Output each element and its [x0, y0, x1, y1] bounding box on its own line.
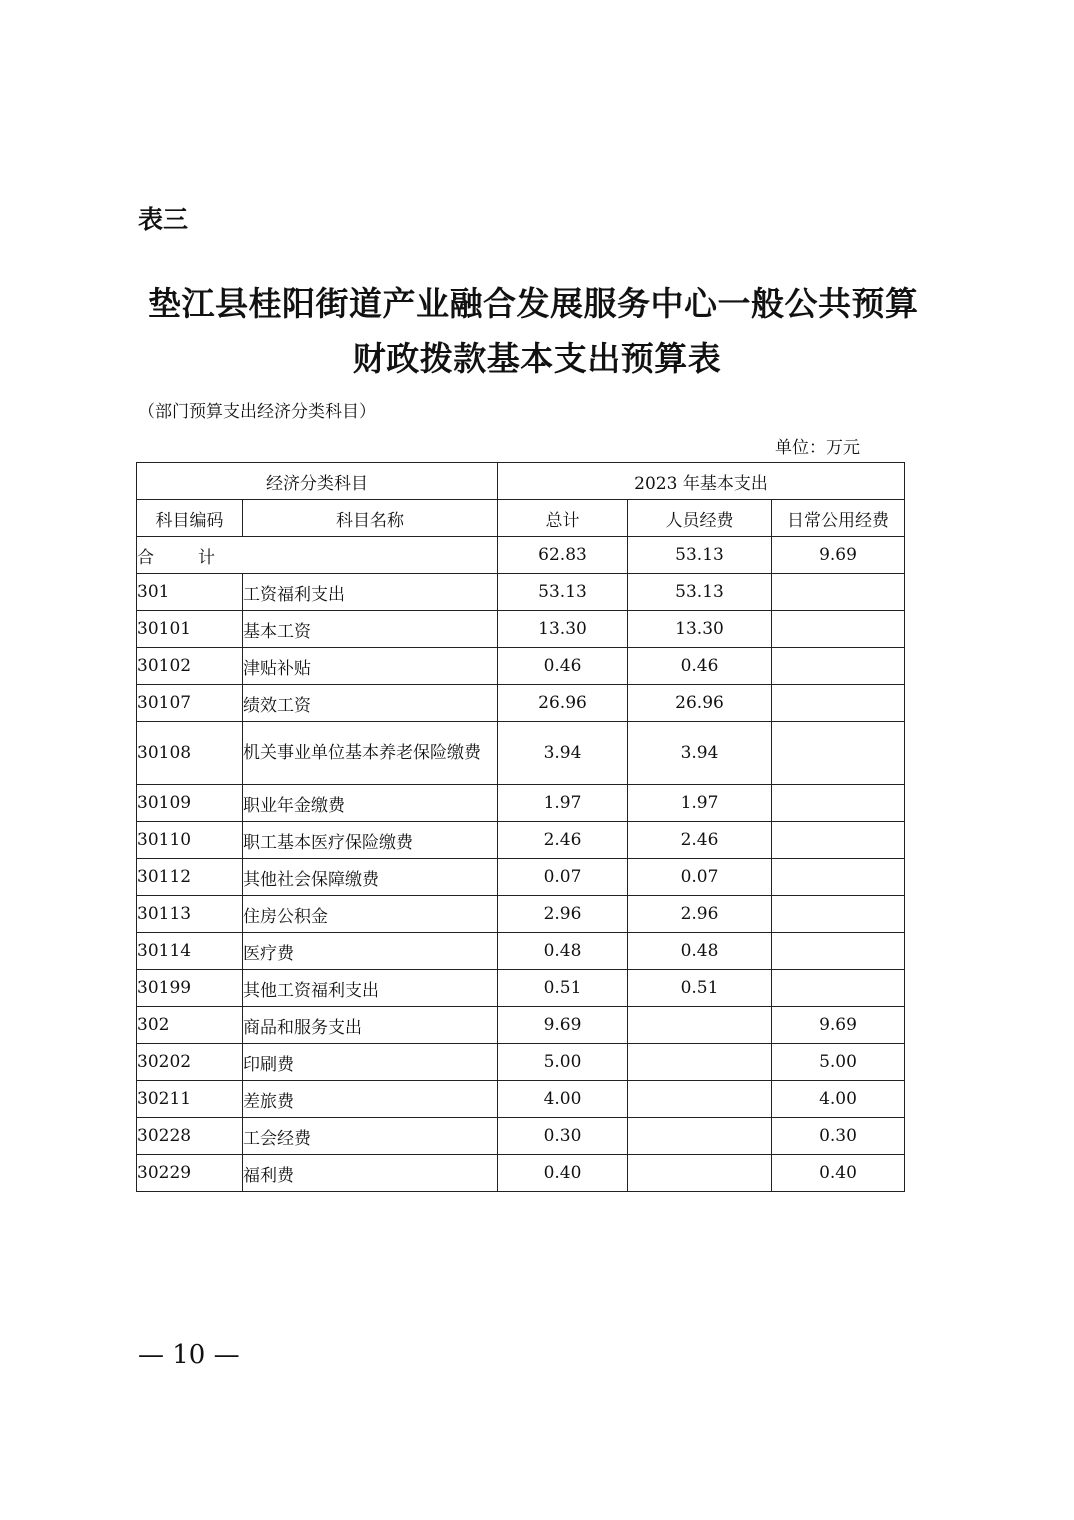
cell-total: 0.30 — [498, 1118, 628, 1155]
table-row — [137, 859, 905, 896]
cell-public — [772, 648, 905, 685]
table-row — [137, 1118, 905, 1155]
total-public: 9.69 — [772, 537, 905, 574]
cell-total: 5.00 — [498, 1044, 628, 1081]
cell-public — [772, 896, 905, 933]
cell-name: 工资福利支出 — [243, 574, 498, 611]
cell-code: 30202 — [137, 1044, 243, 1081]
cell-public — [772, 722, 905, 785]
cell-personnel: 2.96 — [628, 896, 772, 933]
table-label: 表三 — [138, 205, 189, 234]
table-row — [137, 1155, 905, 1192]
cell-code: 30112 — [137, 859, 243, 896]
cell-name: 商品和服务支出 — [243, 1007, 498, 1044]
cell-code: 30110 — [137, 822, 243, 859]
table-row — [137, 1007, 905, 1044]
cell-personnel — [628, 1118, 772, 1155]
cell-personnel: 0.48 — [628, 933, 772, 970]
total-personnel: 53.13 — [628, 537, 772, 574]
cell-personnel — [628, 1081, 772, 1118]
cell-code: 30228 — [137, 1118, 243, 1155]
cell-total: 3.94 — [498, 722, 628, 785]
table-row — [137, 822, 905, 859]
cell-total: 13.30 — [498, 611, 628, 648]
table-row — [137, 722, 905, 785]
header-public: 日常公用经费 — [772, 500, 905, 537]
cell-personnel: 2.46 — [628, 822, 772, 859]
cell-public — [772, 785, 905, 822]
cell-code: 30229 — [137, 1155, 243, 1192]
total-label-a: 合 — [137, 547, 154, 568]
cell-total: 2.96 — [498, 896, 628, 933]
cell-name: 其他工资福利支出 — [243, 970, 498, 1007]
cell-name: 住房公积金 — [243, 896, 498, 933]
page-title-line-1: 垫江县桂阳街道产业融合发展服务中心一般公共预算 — [148, 284, 919, 323]
cell-total: 26.96 — [498, 685, 628, 722]
page-title-line-2: 财政拨款基本支出预算表 — [352, 339, 722, 378]
cell-public — [772, 611, 905, 648]
table-row — [137, 896, 905, 933]
cell-personnel: 26.96 — [628, 685, 772, 722]
header-total: 总计 — [498, 500, 628, 537]
cell-personnel: 13.30 — [628, 611, 772, 648]
cell-code: 30113 — [137, 896, 243, 933]
cell-name: 机关事业单位基本养老保险缴费 — [243, 722, 498, 785]
cell-public: 0.30 — [772, 1118, 905, 1155]
cell-public: 4.00 — [772, 1081, 905, 1118]
table-row — [137, 1044, 905, 1081]
cell-personnel: 0.07 — [628, 859, 772, 896]
cell-personnel: 53.13 — [628, 574, 772, 611]
cell-name: 绩效工资 — [243, 685, 498, 722]
total-row — [137, 537, 905, 574]
cell-total: 0.46 — [498, 648, 628, 685]
cell-code: 30108 — [137, 722, 243, 785]
cell-name: 印刷费 — [243, 1044, 498, 1081]
table-row — [137, 785, 905, 822]
cell-name: 差旅费 — [243, 1081, 498, 1118]
cell-personnel: 0.51 — [628, 970, 772, 1007]
cell-name: 工会经费 — [243, 1118, 498, 1155]
table-row — [137, 574, 905, 611]
subtitle: （部门预算支出经济分类科目） — [138, 402, 376, 422]
table-row — [137, 685, 905, 722]
cell-personnel: 0.46 — [628, 648, 772, 685]
unit-label: 单位：万元 — [775, 438, 860, 458]
table-row — [137, 933, 905, 970]
cell-code: 30199 — [137, 970, 243, 1007]
cell-code: 30109 — [137, 785, 243, 822]
total-label-b: 计 — [198, 547, 215, 568]
cell-total: 2.46 — [498, 822, 628, 859]
total-total: 62.83 — [498, 537, 628, 574]
cell-public — [772, 970, 905, 1007]
cell-public: 5.00 — [772, 1044, 905, 1081]
cell-public — [772, 822, 905, 859]
cell-personnel: 3.94 — [628, 722, 772, 785]
cell-personnel: 1.97 — [628, 785, 772, 822]
cell-personnel — [628, 1044, 772, 1081]
header-basic-expenditure: 2023 年基本支出 — [498, 463, 905, 500]
cell-code: 30107 — [137, 685, 243, 722]
cell-total: 0.48 — [498, 933, 628, 970]
cell-total: 1.97 — [498, 785, 628, 822]
cell-total: 9.69 — [498, 1007, 628, 1044]
cell-code: 301 — [137, 574, 243, 611]
cell-code: 302 — [137, 1007, 243, 1044]
cell-public: 0.40 — [772, 1155, 905, 1192]
header-code: 科目编码 — [137, 500, 243, 537]
cell-name: 职业年金缴费 — [243, 785, 498, 822]
header-row-columns — [137, 500, 905, 537]
header-personnel: 人员经费 — [628, 500, 772, 537]
cell-name: 津贴补贴 — [243, 648, 498, 685]
cell-total: 53.13 — [498, 574, 628, 611]
cell-name: 其他社会保障缴费 — [243, 859, 498, 896]
cell-name: 基本工资 — [243, 611, 498, 648]
cell-code: 30114 — [137, 933, 243, 970]
table-row — [137, 611, 905, 648]
table-row — [137, 648, 905, 685]
cell-name: 医疗费 — [243, 933, 498, 970]
cell-personnel — [628, 1007, 772, 1044]
cell-total: 0.40 — [498, 1155, 628, 1192]
cell-code: 30102 — [137, 648, 243, 685]
page-number: — 10 — — [138, 1340, 240, 1370]
table-row — [137, 970, 905, 1007]
cell-public — [772, 685, 905, 722]
total-label — [137, 537, 498, 574]
budget-table — [136, 462, 905, 1192]
header-row-group — [137, 463, 905, 500]
cell-public: 9.69 — [772, 1007, 905, 1044]
cell-code: 30101 — [137, 611, 243, 648]
cell-public — [772, 859, 905, 896]
cell-code: 30211 — [137, 1081, 243, 1118]
cell-total: 4.00 — [498, 1081, 628, 1118]
header-economic-category: 经济分类科目 — [137, 463, 498, 500]
cell-name: 职工基本医疗保险缴费 — [243, 822, 498, 859]
cell-total: 0.07 — [498, 859, 628, 896]
cell-public — [772, 574, 905, 611]
cell-total: 0.51 — [498, 970, 628, 1007]
cell-public — [772, 933, 905, 970]
cell-name: 福利费 — [243, 1155, 498, 1192]
cell-personnel — [628, 1155, 772, 1192]
header-name: 科目名称 — [243, 500, 498, 537]
table-row — [137, 1081, 905, 1118]
